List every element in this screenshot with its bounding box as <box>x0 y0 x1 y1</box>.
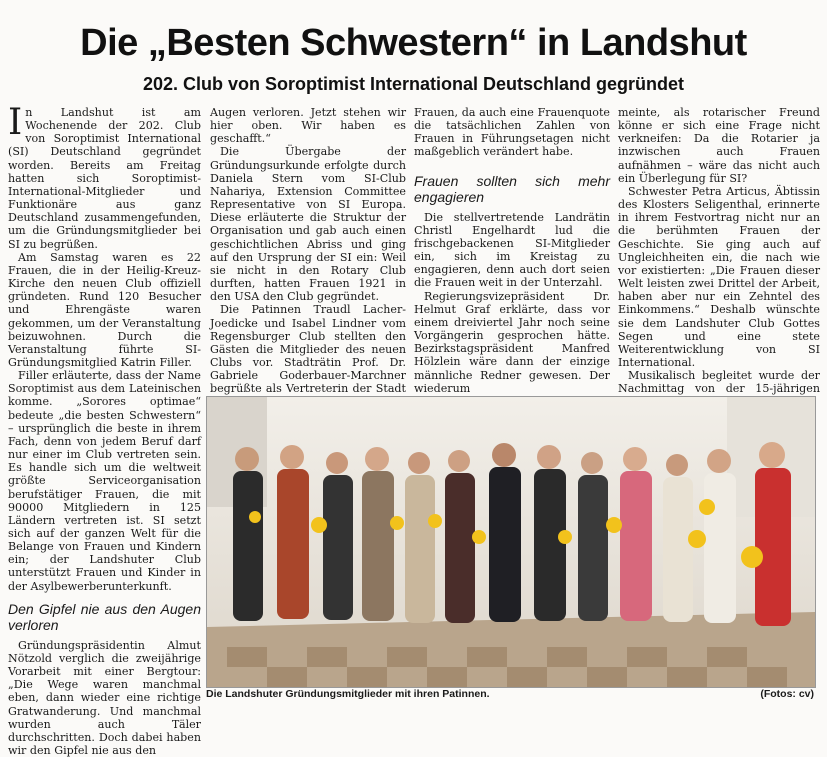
paragraph: Musikalisch begleitet wurde der Nachmittag von der 15-jährigen <box>618 369 820 396</box>
group-photo <box>206 396 816 688</box>
paragraph: Augen verloren. Jetzt stehen wir hier oben. Wir haben es geschafft.“ <box>210 106 406 146</box>
article-column-3 <box>414 106 610 395</box>
headline: Die „Besten Schwestern“ in Landshut <box>80 22 747 64</box>
paragraph: Am Samstag waren es 22 Frauen, die in der Heilig-Kreuz-Kirche den neuen Club offiziell gründeten. Rund 120 Besucher und Ehrengäste waren gekommen, um der Veranstaltung beizuwohnen. Durch die Veranstaltung führte SI-Gründungsmitglied Katrin Filler. <box>8 250 201 369</box>
paragraph-text: n Landshut ist am Wochenende der 202. Club von Soroptimist International (SI) Deutschland gegründet worden. Bereits am Freitag hatten sich Soroptimist-International-Mitglieder und Funktionäre aus ganz Deutschland zusammengefunden, um die Gründungsmitglieder bei SI zu begrüßen. <box>8 106 201 251</box>
photo-caption-row <box>206 688 814 700</box>
paragraph: Die Übergabe der Gründungsurkunde erfolgte durch Daniela Stern vom SI-Club Nahariya, Extension Committee Representative von SI Europa. Diese erläuterte die Struktur der Organisation und gab auch einen geschichtlichen Abriss und ging auf den Ursprung der SI ein: Weil sie nicht in den Rotary Club durften, hatten Frauen 1921 in den USA den Club gegründet. <box>210 145 406 304</box>
drop-cap: I <box>8 102 23 143</box>
paragraph: Die stellvertretende Landrätin Christl Engelhardt lud die frischgebackenen SI-Mitglieder ein, sich im Kreistag zu engagieren, denn auch dort seien die Frauen weit in der Unterzahl. <box>414 210 610 290</box>
paragraph: meinte, als rotarischer Freund könne er sich eine Frage nicht verkneifen: Da die Rotarier ja inzwischen auch Frauen aufnähmen – wäre das nicht auch ein Überlegung für SI? <box>618 106 820 185</box>
subheadline: 202. Club von Soroptimist International Deutschland gegründet <box>142 74 685 94</box>
paragraph: Frauen, da auch eine Frauenquote die tatsächlichen Zahlen von Frauen in Führungsetagen nicht maßgeblich verändert habe. <box>414 106 610 159</box>
article-column-2 <box>210 106 406 422</box>
paragraph: Gründungspräsidentin Almut Nötzold verglich die zweijährige Vorarbeit mit einer Bergtour: „Die Wege waren manchmal eben, dann wieder eine richtige Gratwanderung. Und manchmal wurden auch Täler durchschritten. Doch dabei haben wir den Gipfel nie aus den <box>8 638 201 757</box>
article-column-1 <box>8 102 201 757</box>
paragraph: Regierungsvizepräsident Dr. Helmut Graf erklärte, dass vor einem dreiviertel Jahr noch seine Vorgängerin gesprochen hätte. Bezirkstagspräsident Manfred Hölzlein wäre dann der einzige männliche Redner gewesen. Der wiederum <box>414 289 610 395</box>
group-photo-illustration <box>207 397 815 687</box>
section-subheading: Den Gipfel nie aus den Augen verloren <box>8 600 201 633</box>
paragraph: Die Patinnen Traudl Lacher-Joedicke und Isabel Lindner vom Regensburger Club stellten den Gästen die Mitglieder des neuen Clubs vor. Stadträtin Prof. Dr. Gabriele Goderbauer-Marchner begrüßte als Vertreterin der Stadt <box>210 303 406 396</box>
paragraph: Schwester Petra Articus, Äbtissin des Klosters Seligenthal, erinnerte in ihrem Festvortrag nicht nur an die berühmten Frauen der Geschichte. Sie ging auch auf Ungleichheiten ein, die nach wie vor existierten: „Die Frauen dieser Welt leisten zwei Drittel der Arbeit, haben aber nur ein Zehntel des Einkommens.“ Deshalb wünschte sie dem Landshuter Club Gottes Segen und eine stete Weiterentwicklung von SI International. <box>618 184 820 369</box>
section-subheading: Frauen sollten sich mehr engagieren <box>414 172 610 205</box>
article-column-4 <box>618 106 820 409</box>
paragraph <box>8 102 201 251</box>
paragraph: Filler erläuterte, dass der Name Soroptimist aus dem Lateinischen komme. „Sorores optimae“ bedeute „die besten Schwestern“ – ursprünglich die beste in ihrem Fach, denn von jedem Beruf darf nur einer im Club vertreten sein. Es handle sich um die weltweit größte Serviceorganisation berufstätiger Frauen, die mit 90000 Mitgliedern in 125 Ländern vertreten ist. SI setzt sich auf der ganzen Welt für die Belange von Frauen und Kindern ein; der Landshuter Club unterstützt Frauen und Kinder in der Asylbewerberunterkunft. <box>8 369 201 593</box>
photo-credit: (Fotos: cv) <box>760 688 814 700</box>
photo-caption: Die Landshuter Gründungsmitglieder mit ihren Patinnen. <box>206 688 490 700</box>
